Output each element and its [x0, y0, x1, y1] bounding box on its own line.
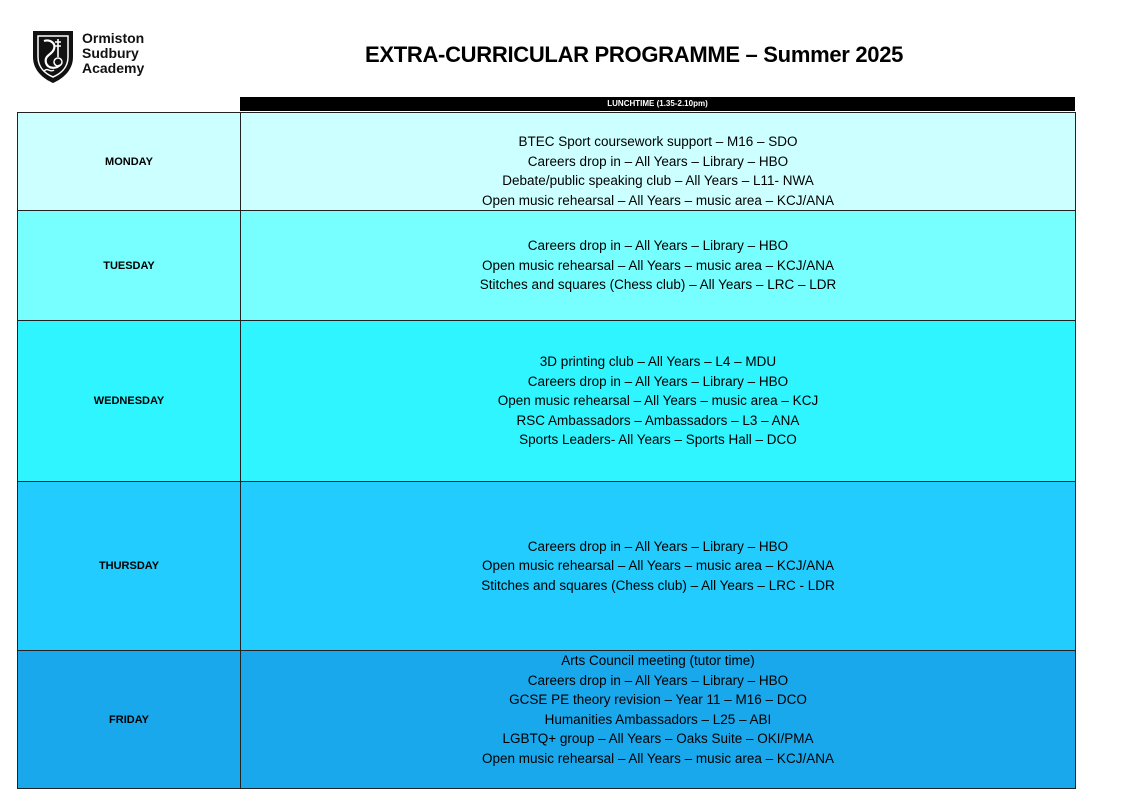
page-title: EXTRA-CURRICULAR PROGRAMME – Summer 2025	[365, 42, 904, 67]
logo-line-2: Sudbury	[82, 45, 139, 61]
activities-cell	[241, 321, 1076, 482]
day-label: FRIDAY	[18, 651, 241, 789]
activity-item: Careers drop in – All Years – Library – HBO	[527, 538, 789, 554]
school-logo	[30, 27, 160, 85]
lunchtime-column-header: LUNCHTIME (1.35-2.10pm)	[240, 97, 1075, 111]
activity-item: Stitches and squares (Chess club) – All Years – LRC – LDR	[479, 277, 837, 293]
activity-item: Careers drop in – All Years – Library – HBO	[527, 373, 789, 389]
day-label: WEDNESDAY	[18, 321, 241, 482]
activities-cell	[241, 113, 1076, 211]
activity-item: Stitches and squares (Chess club) – All Years – LRC - LDR	[481, 577, 835, 593]
table-row-monday	[18, 113, 1076, 211]
activities-cell	[241, 651, 1076, 789]
activity-item: RSC Ambassadors – Ambassadors – L3 – ANA	[516, 412, 800, 428]
activity-item: Open music rehearsal – All Years – music area – KCJ/ANA	[482, 750, 834, 766]
ormiston-shield-icon	[30, 27, 76, 85]
logo-line-3: Academy	[82, 60, 145, 76]
activity-item: Open music rehearsal – All Years – music area – KCJ/ANA	[482, 558, 834, 574]
activity-item: BTEC Sport coursework support – M16 – SDO	[518, 134, 798, 149]
activity-item: LGBTQ+ group – All Years – Oaks Suite – OKI/PMA	[502, 731, 814, 746]
activity-item: GCSE PE theory revision – Year 11 – M16 – DCO	[509, 692, 807, 707]
activity-item: Open music rehearsal – All Years – music area – KCJ	[497, 393, 819, 409]
activity-item: Careers drop in – All Years – Library – HBO	[527, 672, 789, 688]
activity-item: 3D printing club – All Years – L4 – MDU	[539, 354, 777, 370]
table-row-wednesday	[18, 321, 1076, 482]
activity-item: Careers drop in – All Years – Library – HBO	[527, 238, 789, 254]
activity-item: Debate/public speaking club – All Years – L11- NWA	[502, 173, 814, 188]
activity-item: Arts Council meeting (tutor time)	[561, 653, 755, 668]
day-label: MONDAY	[18, 113, 241, 211]
logo-line-1: Ormiston	[82, 30, 145, 46]
programme-table	[17, 112, 1076, 789]
activity-item: Open music rehearsal – All Years – music area – KCJ/ANA	[482, 257, 834, 273]
activity-item: Open music rehearsal – All Years – music area – KCJ/ANA	[482, 192, 834, 208]
table-row-friday	[18, 651, 1076, 789]
day-label: TUESDAY	[18, 211, 241, 321]
table-row-thursday	[18, 482, 1076, 651]
activities-cell	[241, 482, 1076, 651]
activities-cell	[241, 211, 1076, 321]
activity-item: Careers drop in – All Years – Library – HBO	[527, 153, 789, 169]
activity-item: Humanities Ambassadors – L25 – ABI	[544, 711, 772, 727]
day-label: THURSDAY	[18, 482, 241, 651]
table-row-tuesday	[18, 211, 1076, 321]
logo-wordmark	[82, 31, 144, 76]
activity-item: Sports Leaders- All Years – Sports Hall – DCO	[519, 432, 797, 448]
